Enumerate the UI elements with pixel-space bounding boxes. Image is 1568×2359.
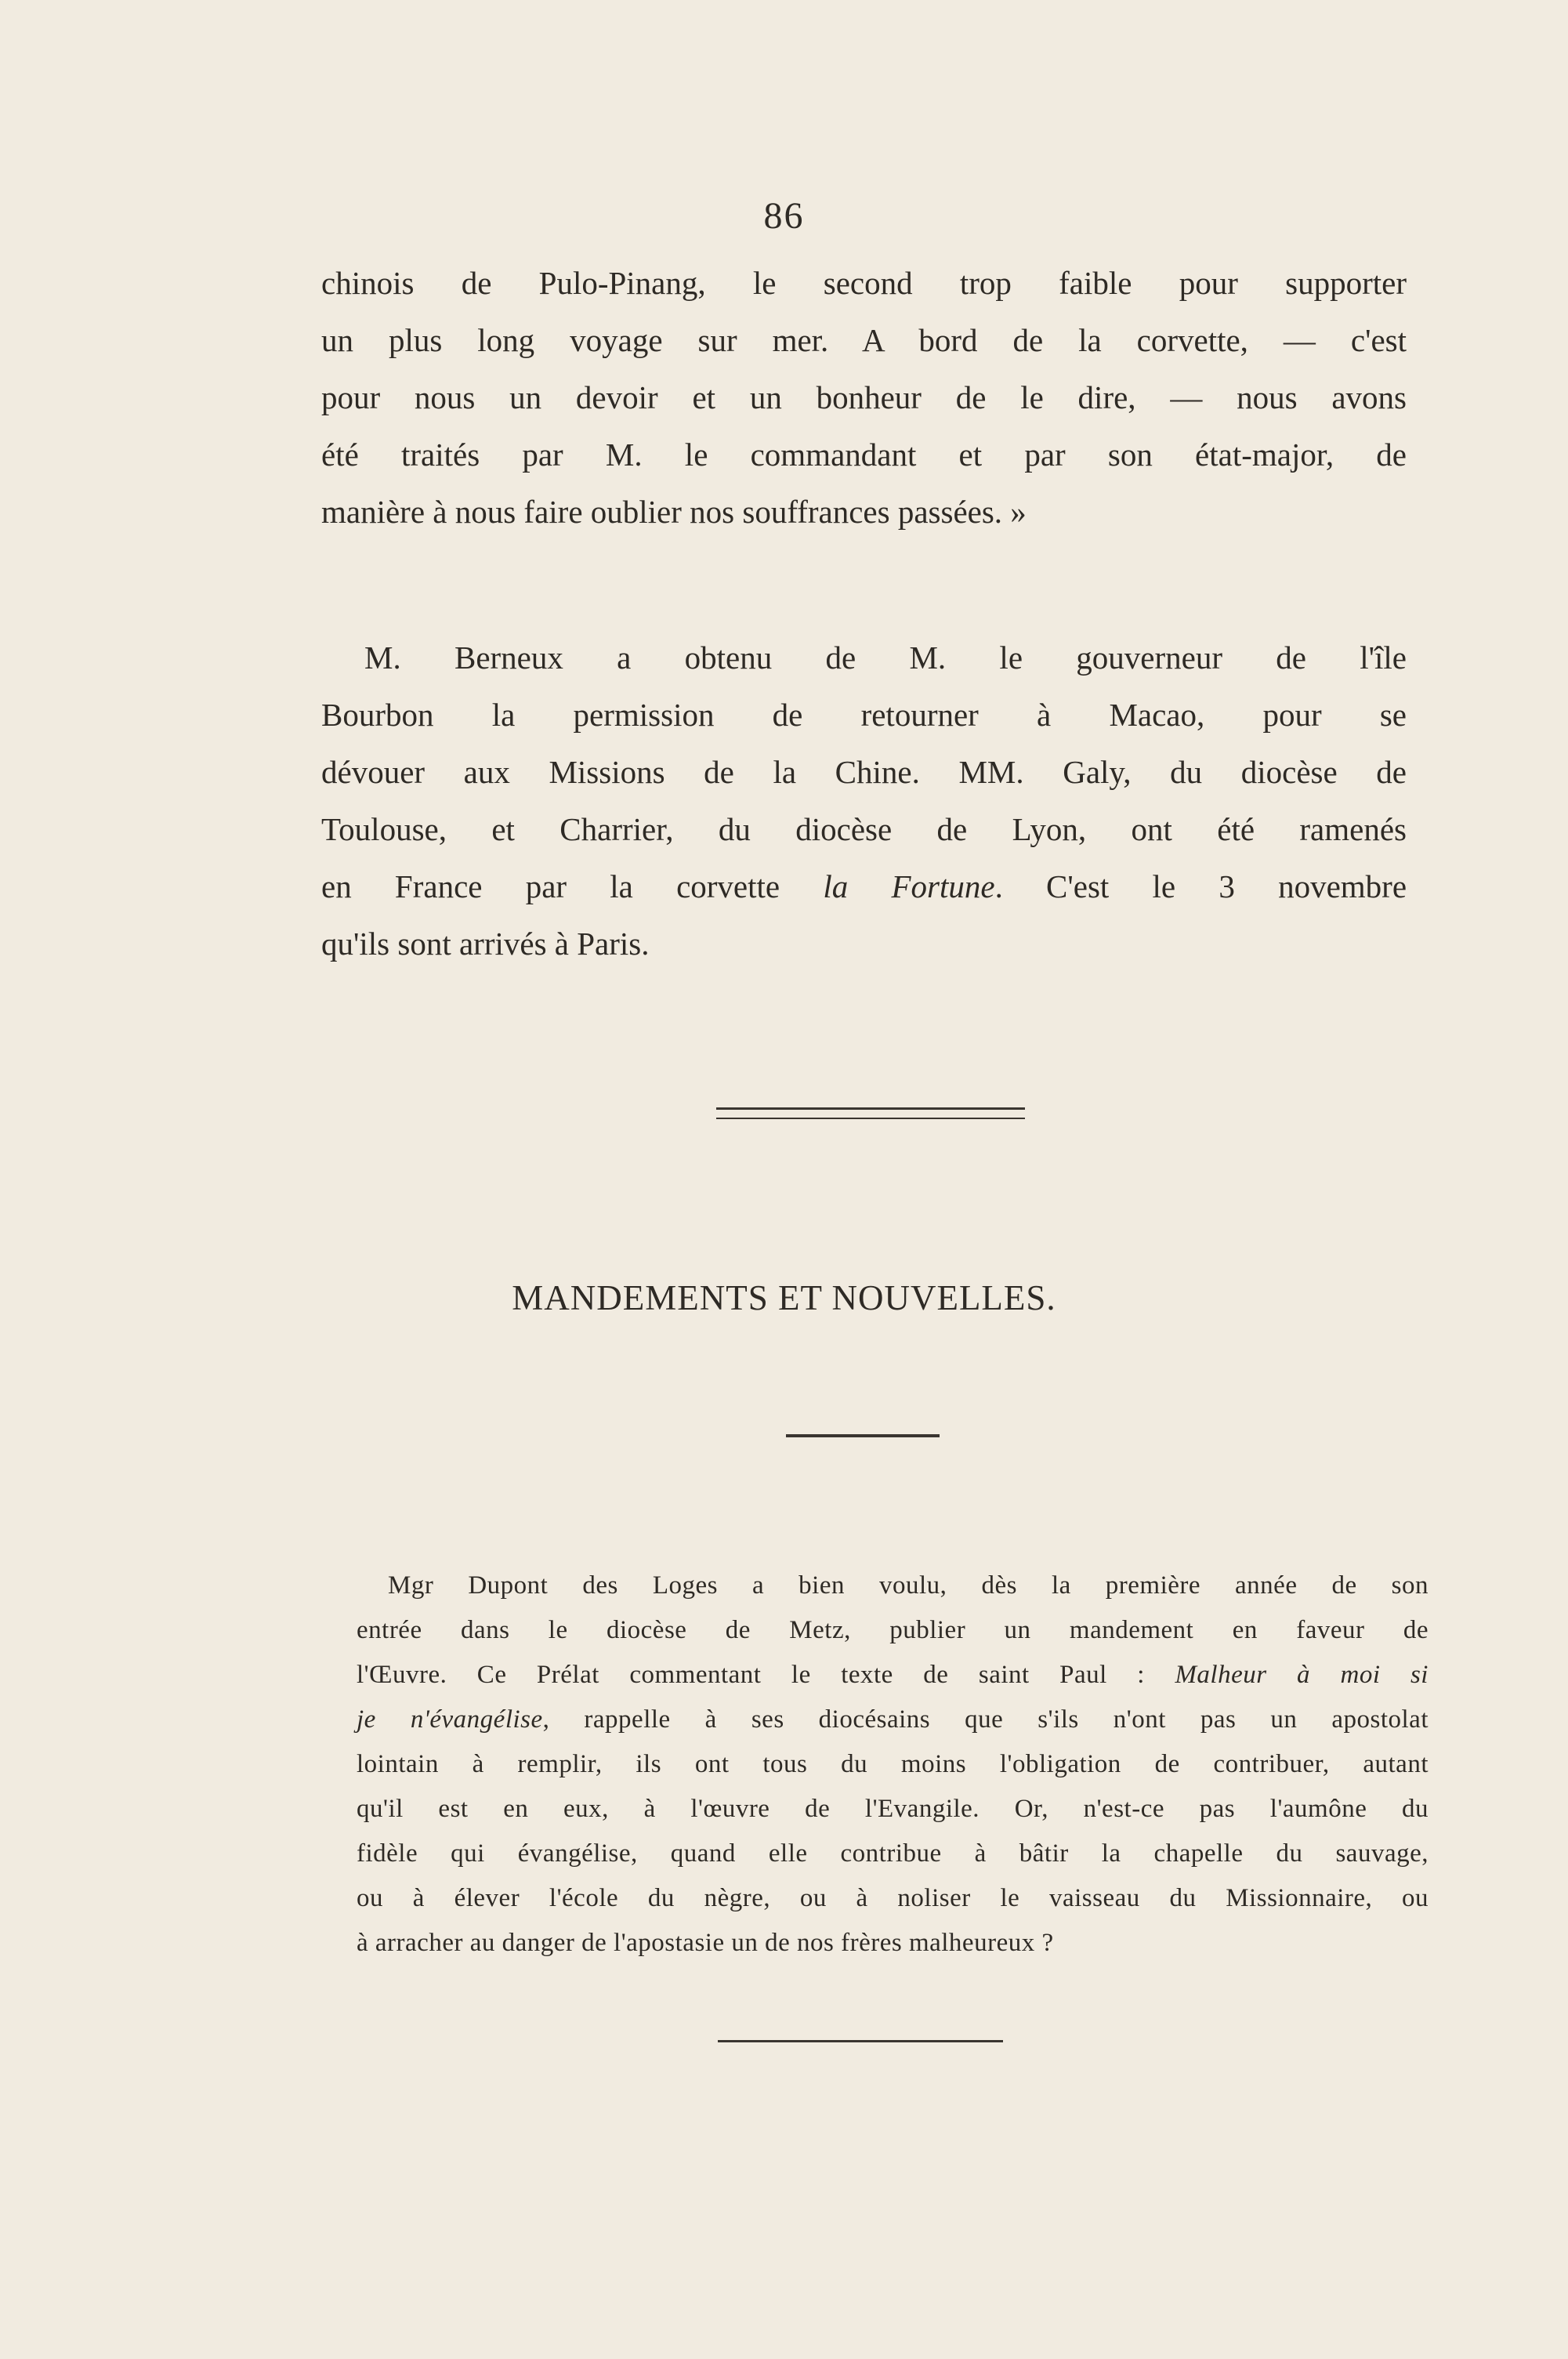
text-line: ou à élever l'école du nègre, ou à noliser le vaisseau du Missionnaire, ou	[357, 1884, 1429, 1912]
text-segment: . C'est le 3 novembre	[994, 868, 1407, 904]
quotation-italic: je n'évangélise	[357, 1705, 543, 1734]
text-line: Mgr Dupont des Loges a bien voulu, dès la première année de son	[388, 1571, 1429, 1600]
text-segment: en France par la corvette	[321, 868, 824, 904]
short-rule-divider	[786, 1434, 940, 1437]
text-line: été traités par M. le commandant et par son état-major, de	[321, 437, 1407, 473]
bottom-rule-divider	[718, 2040, 1003, 2042]
ship-name: la Fortune	[823, 868, 995, 904]
text-segment: , rappelle à ses diocésains que s'ils n'ont pas un apostolat	[542, 1705, 1429, 1734]
section-heading: MANDEMENTS ET NOUVELLES.	[512, 1278, 1056, 1317]
text-line	[357, 1653, 1429, 1698]
text-line: qu'il est en eux, à l'œuvre de l'Evangile. Or, n'est-ce pas l'aumône du	[357, 1795, 1429, 1823]
double-rule-divider	[716, 1107, 1025, 1119]
text-line: Bourbon la permission de retourner à Macao, pour se	[321, 697, 1407, 733]
paragraph-mandement	[357, 1564, 1429, 1966]
text-line: entrée dans le diocèse de Metz, publier un mandement en faveur de	[357, 1616, 1429, 1644]
paragraph-berneux	[321, 629, 1407, 973]
text-line	[321, 858, 1407, 915]
page-number: 86	[763, 195, 805, 237]
text-line: lointain à remplir, ils ont tous du moins l'obligation de contribuer, autant	[357, 1750, 1429, 1778]
text-line: M. Berneux a obtenu de M. le gouverneur de l'île	[364, 640, 1407, 676]
paragraph-letter-end	[321, 255, 1407, 541]
quotation-italic: Malheur à moi si	[1175, 1661, 1429, 1689]
text-line: pour nous un devoir et un bonheur de le dire, — nous avons	[321, 379, 1407, 415]
text-line: manière à nous faire oublier nos souffrances passées. »	[321, 494, 1027, 530]
text-line: Toulouse, et Charrier, du diocèse de Lyon, ont été ramenés	[321, 811, 1407, 847]
text-line: un plus long voyage sur mer. A bord de la corvette, — c'est	[321, 322, 1407, 358]
text-line: à arracher au danger de l'apostasie un de nos frères malheureux ?	[357, 1929, 1054, 1957]
text-line: chinois de Pulo-Pinang, le second trop faible pour supporter	[321, 265, 1407, 301]
text-line: fidèle qui évangélise, quand elle contribue à bâtir la chapelle du sauvage,	[357, 1839, 1429, 1868]
text-line	[357, 1698, 1429, 1742]
text-segment: l'Œuvre. Ce Prélat commentant le texte de saint Paul :	[357, 1661, 1175, 1689]
text-line: qu'ils sont arrivés à Paris.	[321, 926, 650, 962]
text-line: dévouer aux Missions de la Chine. MM. Galy, du diocèse de	[321, 754, 1407, 790]
